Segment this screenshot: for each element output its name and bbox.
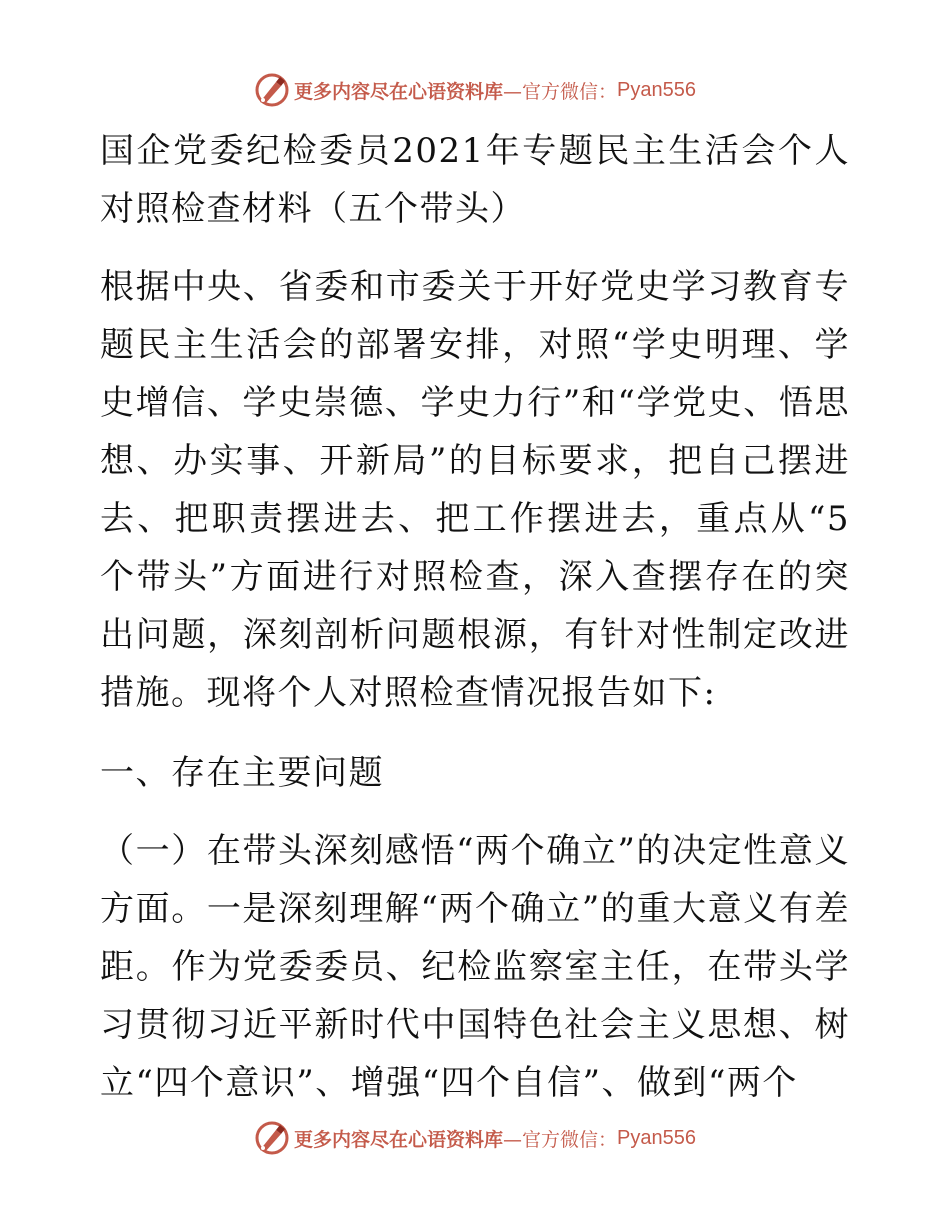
pen-logo-icon xyxy=(254,1120,290,1156)
document-body xyxy=(100,122,850,1112)
banner-slogan: 更多内容尽在心语资料库 xyxy=(294,80,504,103)
footer-banner xyxy=(0,1118,950,1158)
banner-slogan: 更多内容尽在心语资料库 xyxy=(294,1128,504,1151)
header-banner xyxy=(0,70,950,110)
intro-paragraph: 根据中央、省委和市委关于开好党史学习教育专题民主生活会的部署安排，对照“学史明理、学史增信、学史崇德、学史力行”和“学党史、悟思想、办实事、开新局”的目标要求，把自己摆进去、把职责摆进去、把工作摆进去，重点从“5个带头”方面进行对照检查，深入查摆存在的突出问题，深刻剖析问题根源，有针对性制定改进措施。现将个人对照检查情况报告如下: xyxy=(100,267,850,713)
banner-wechat-label: —官方微信： xyxy=(503,80,618,103)
banner-wechat-label: —官方微信： xyxy=(503,1128,618,1151)
section-paragraph: （一）在带头深刻感悟“两个确立”的决定性意义方面。一是深刻理解“两个确立”的重大意义有差距。作为党委委员、纪检监察室主任，在带头学习贯彻习近平新时代中国特色社会主义思想、树立“四个意识”、增强“四个自信”、做到“两个 xyxy=(100,831,850,1103)
banner-wechat-id: Pyan556 xyxy=(617,78,696,101)
banner-wechat-id: Pyan556 xyxy=(617,1126,696,1149)
document-title: 国企党委纪检委员2021年专题民主生活会个人对照检查材料（五个带头） xyxy=(100,131,850,229)
section-heading: 一、存在主要问题 xyxy=(100,753,384,793)
pen-logo-icon xyxy=(254,72,290,108)
